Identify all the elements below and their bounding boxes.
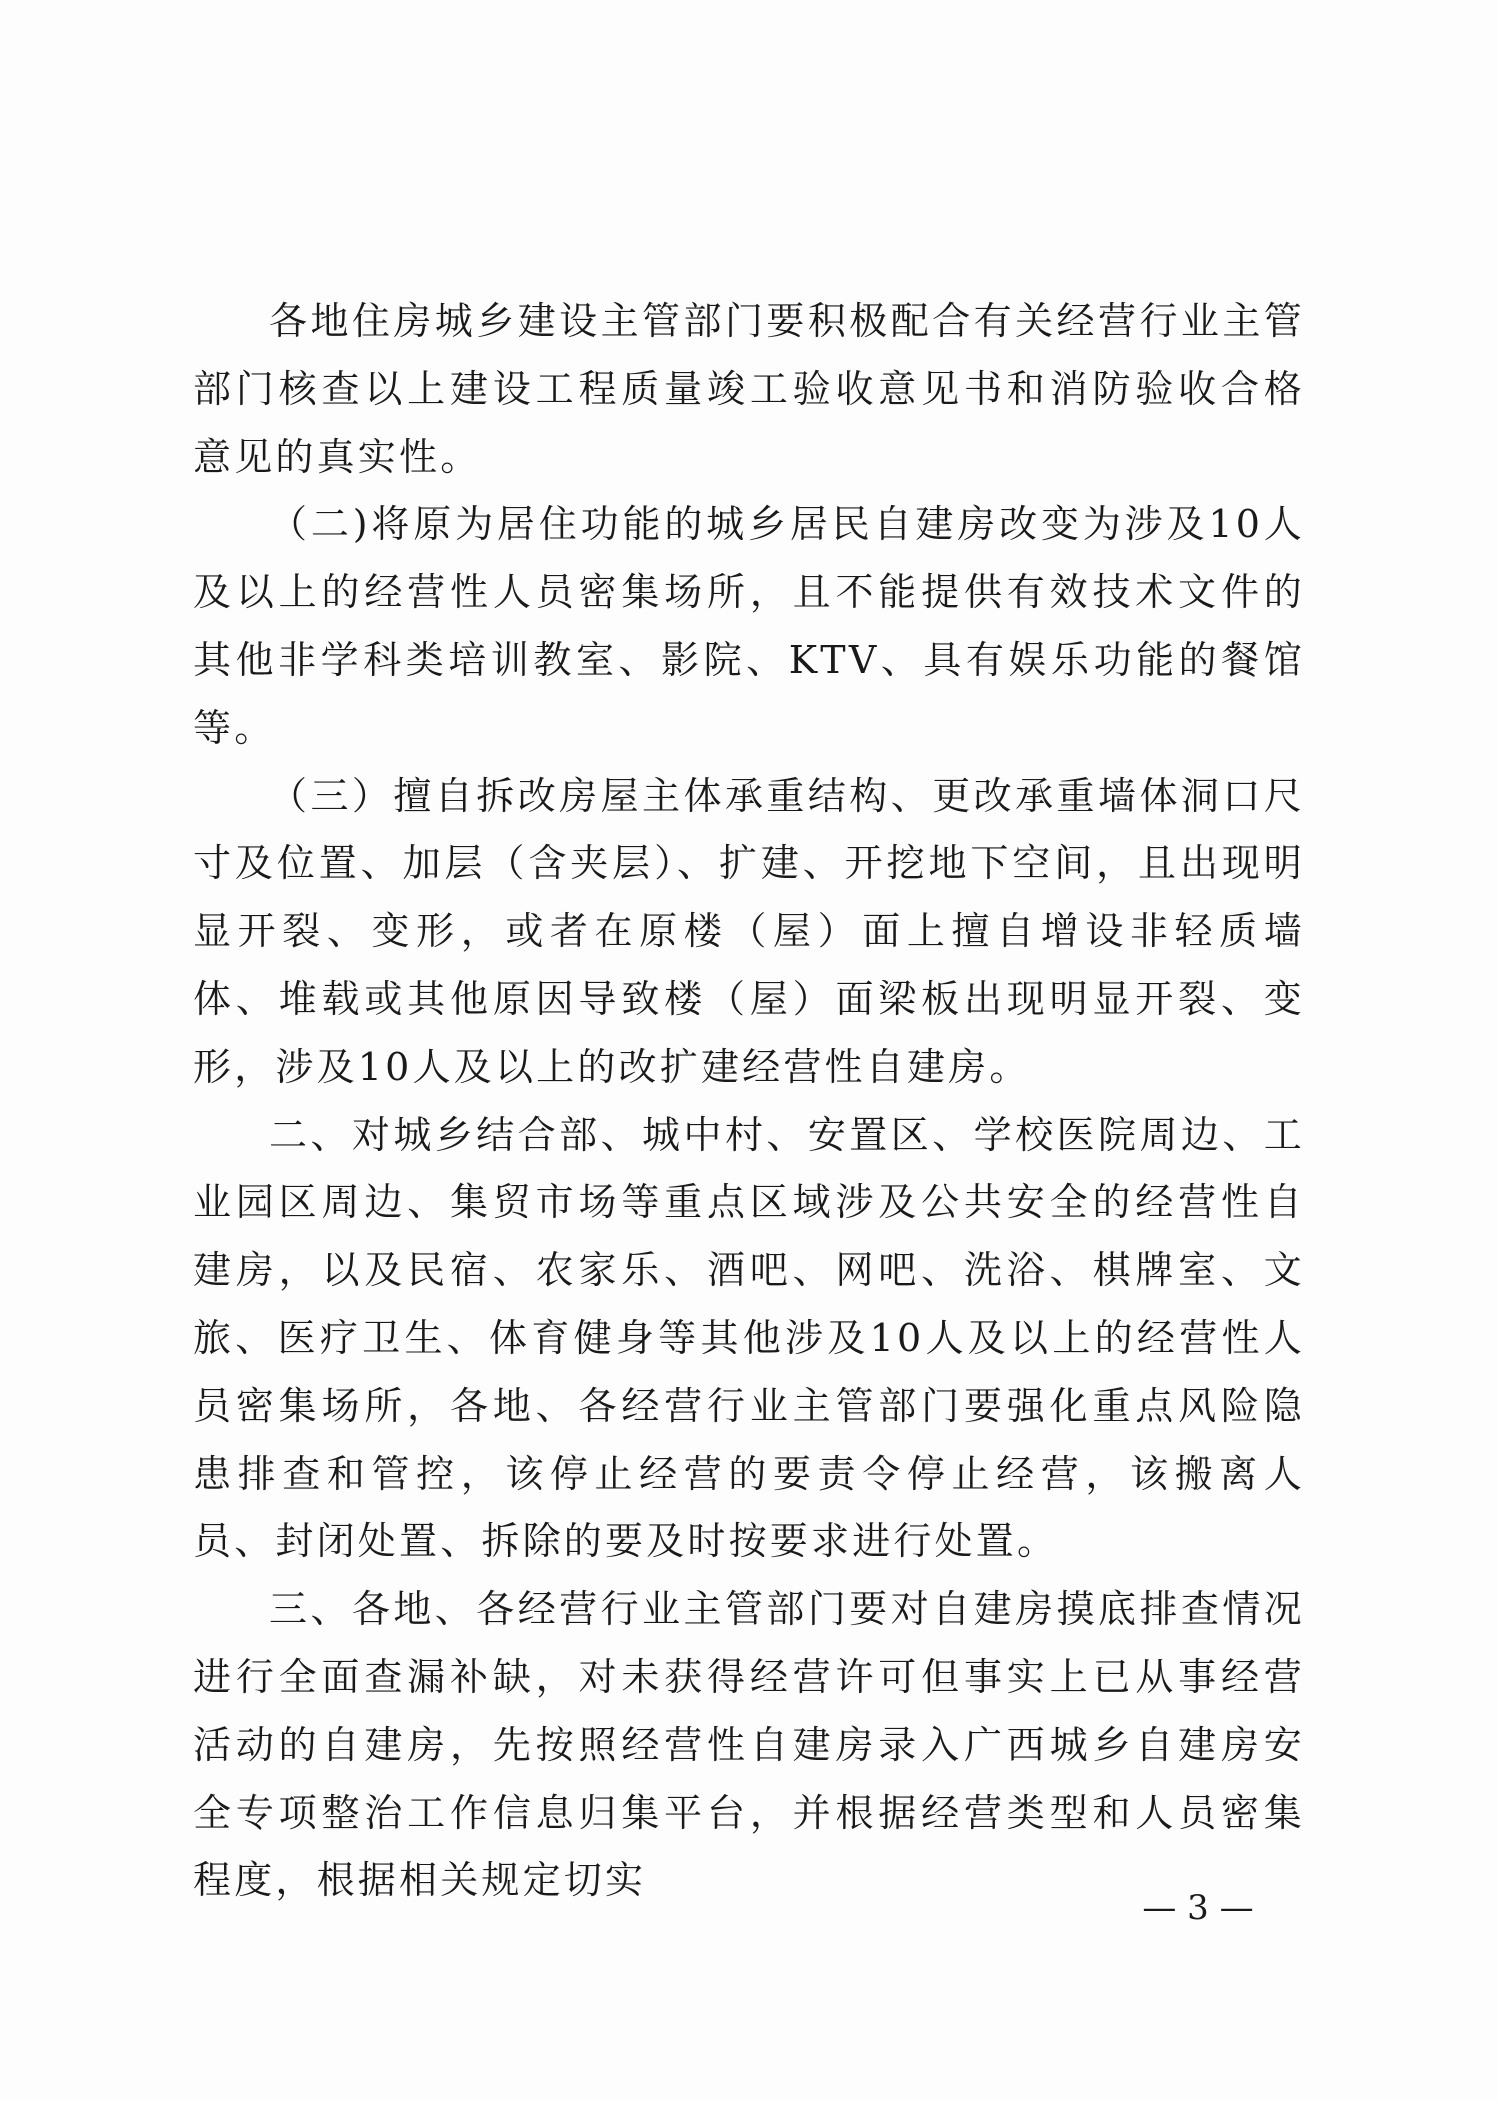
paragraph-verification: 各地住房城乡建设主管部门要积极配合有关经营行业主管部门核查以上建设工程质量竣工验收意见书和消防验收合格意见的真实性。: [193, 299, 1305, 479]
body-text: [193, 288, 1305, 1915]
page-number: — 3 —: [1142, 1888, 1254, 1928]
paragraph-section-2: 二、对城乡结合部、城中村、安置区、学校医院周边、工业园区周边、集贸市场等重点区域涉及公共安全的经营性自建房，以及民宿、农家乐、酒吧、网吧、洗浴、棋牌室、文旅、医疗卫生、体育健身等其他涉及10人及以上的经营性人员密集场所，各地、各经营行业主管部门要强化重点风险隐患排查和管控，该停止经营的要责令停止经营，该搬离人员、封闭处置、拆除的要及时按要求进行处置。: [193, 1112, 1305, 1564]
paragraph-section-3: 三、各地、各经营行业主管部门要对自建房摸底排查情况进行全面查漏补缺，对未获得经营许可但事实上已从事经营活动的自建房，先按照经营性自建房录入广西城乡自建房安全专项整治工作信息归集平台，并根据经营类型和人员密集程度，根据相关规定切实: [193, 1587, 1305, 1903]
paragraph-item-3: （三）擅自拆改房屋主体承重结构、更改承重墙体洞口尺寸及位置、加层（含夹层）、扩建、开挖地下空间，且出现明显开裂、变形，或者在原楼（屋）面上擅自增设非轻质墙体、堆载或其他原因导致楼（屋）面梁板出现明显开裂、变形，涉及10人及以上的改扩建经营性自建房。: [193, 773, 1305, 1089]
paragraph-item-2: （二)将原为居住功能的城乡居民自建房改变为涉及10人及以上的经营性人员密集场所，且不能提供有效技术文件的其他非学科类培训教室、影院、KTV、具有娱乐功能的餐馆等。: [193, 502, 1305, 750]
